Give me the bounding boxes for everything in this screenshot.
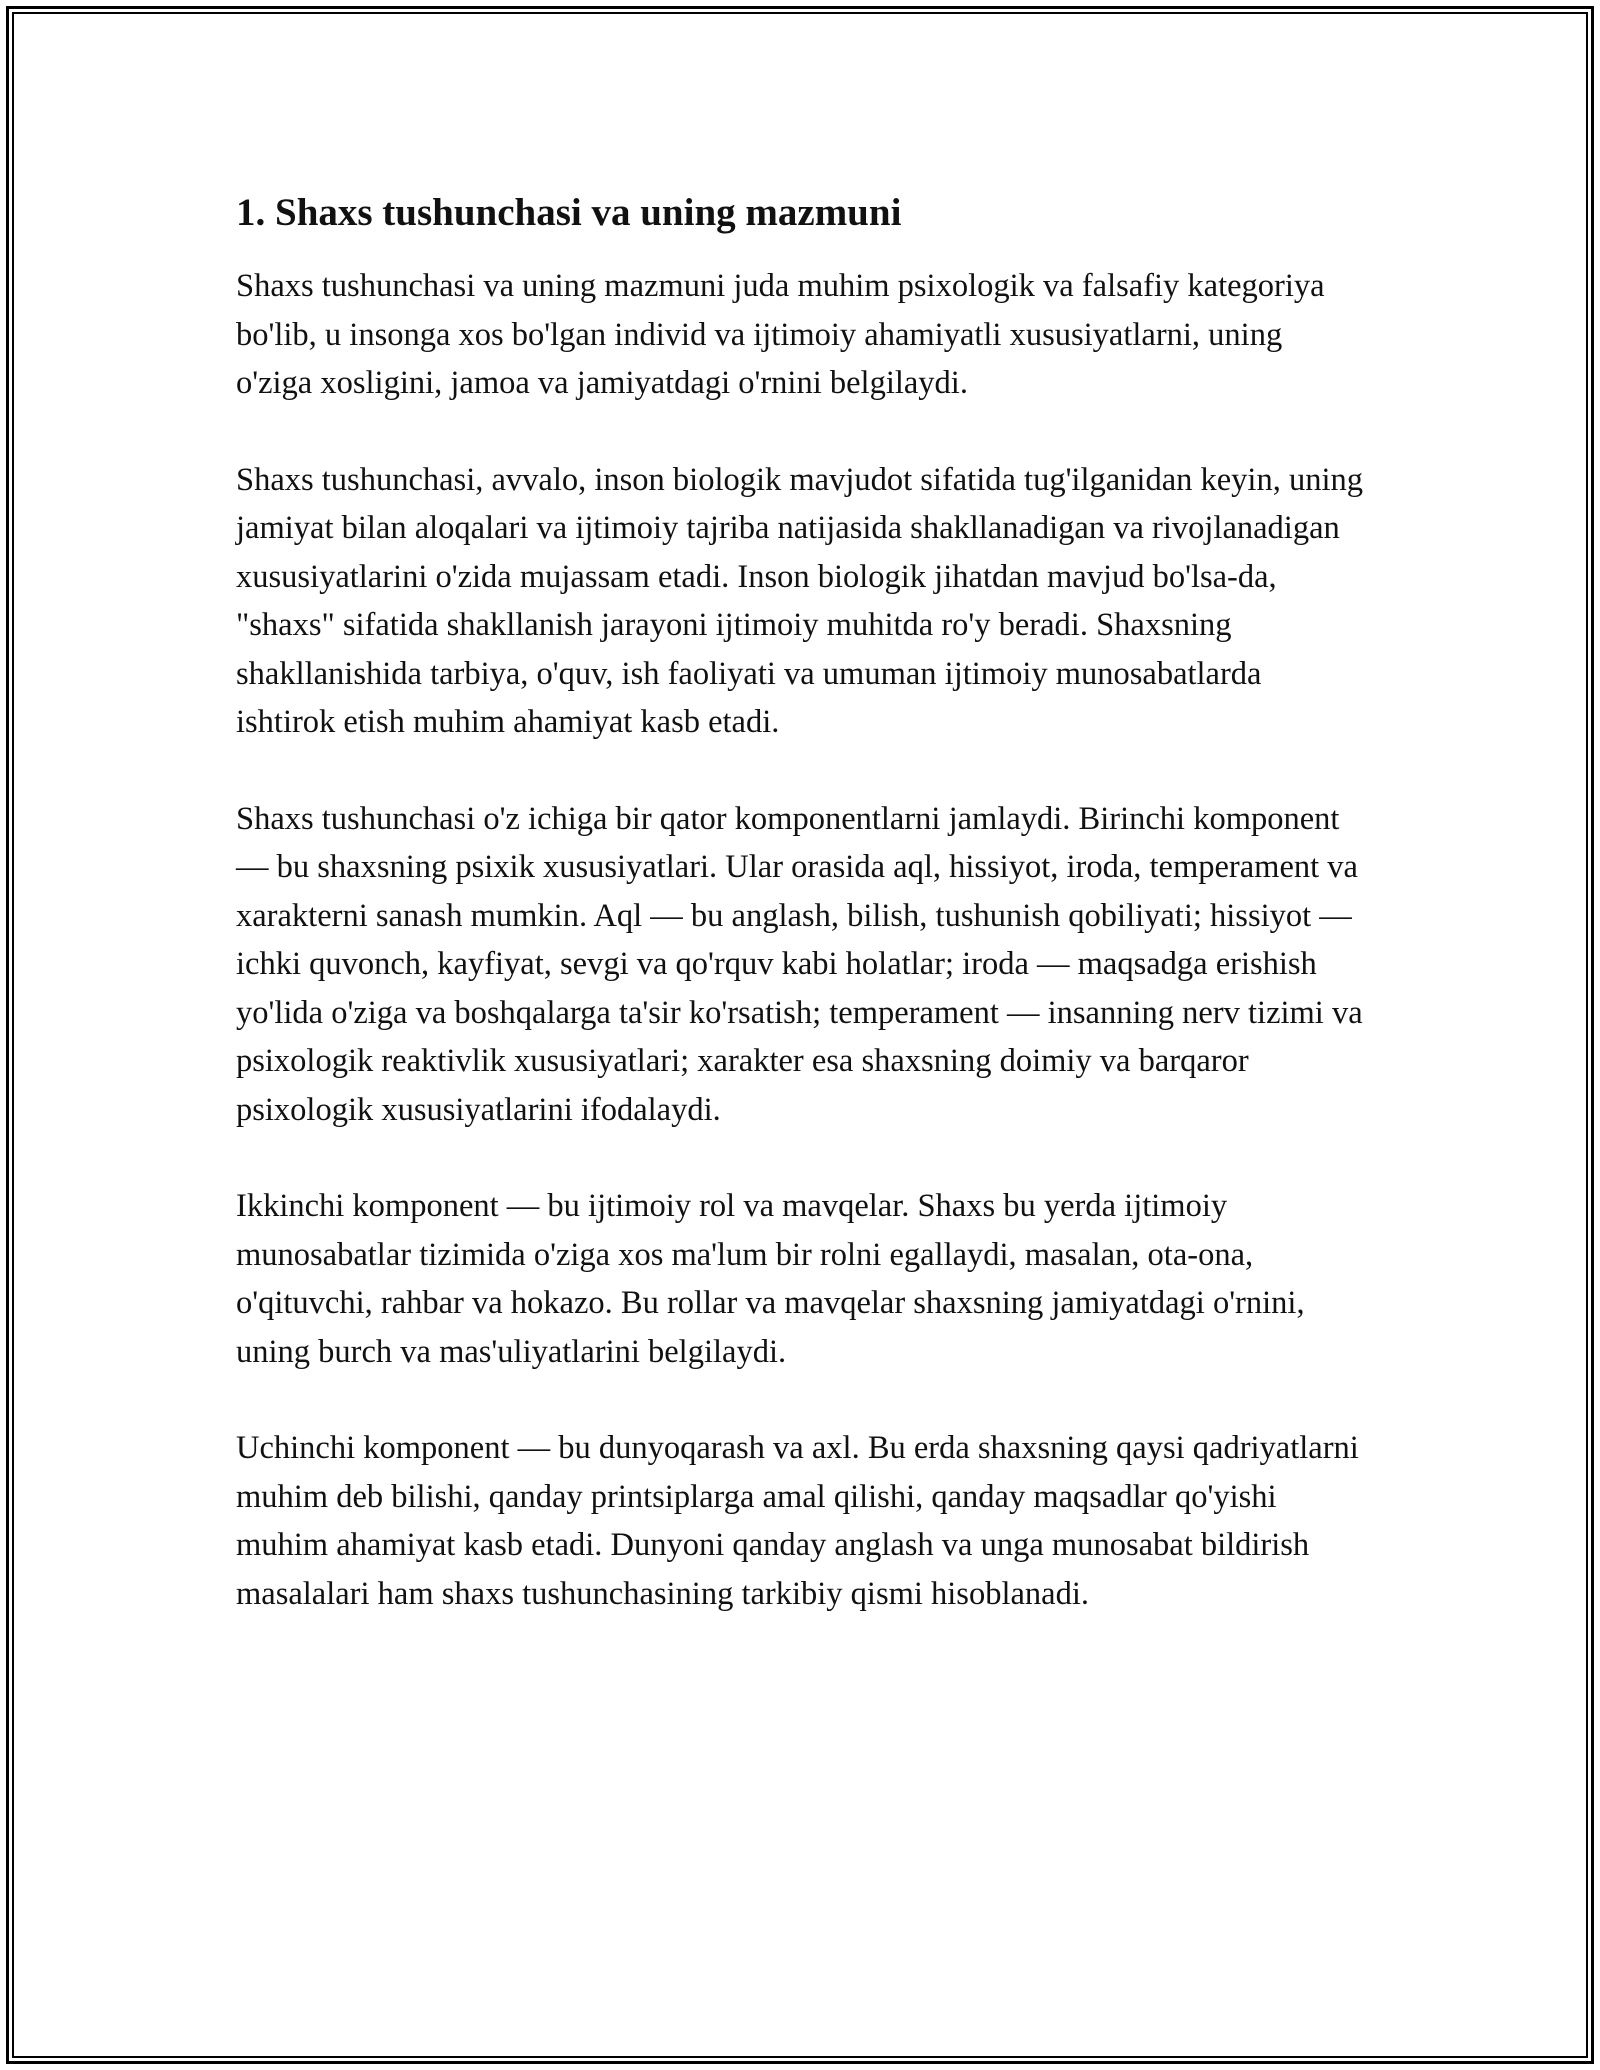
section-heading: 1. Shaxs tushunchasi va uning mazmuni	[236, 191, 902, 234]
paragraph-3: Shaxs tushunchasi o'z ichiga bir qator komponentlarni jamlaydi. Birinchi komponent — bu shaxsning psixik xususiyatlari. Ular orasida aql, hissiyot, iroda, temperament va xarakterni sanash mumkin. Aql — bu anglash, bilish, tushunish qobiliyati; hissiyot — ichki quvonch, kayfiyat, sevgi va qo'rquv kabi holatlar; iroda — maqsadga erishish yo'lida o'ziga va boshqalarga ta'sir ko'rsatish; temperament — insanning nerv tizimi va psixologik reaktivlik xususiyatlari; xarakter esa shaxsning doimiy va barqaror psixologik xususiyatlarini ifodalaydi.	[236, 800, 1363, 1128]
paragraph-5: Uchinchi komponent — bu dunyoqarash va axl. Bu erda shaxsning qaysi qadriyatlarni muhim deb bilishi, qanday printsiplarga amal qilishi, qanday maqsadlar qo'yishi muhim ahamiyat kasb etadi. Dunyoni qanday anglash va unga munosabat bildirish masalalari ham shaxs tushunchasining tarkibiy qismi hisoblanadi.	[236, 1430, 1359, 1612]
paragraph-2: Shaxs tushunchasi, avvalo, inson biologik mavjudot sifatida tug'ilganidan keyin, uning jamiyat bilan aloqalari va ijtimoiy tajriba natijasida shakllanadigan va rivojlanadigan xususiyatlarini o'zida mujassam etadi. Inson biologik jihatdan mavjud bo'lsa-da, "shaxs" sifatida shakllanish jarayoni ijtimoiy muhitda ro'y beradi. Shaxsning shakllanishida tarbiya, o'quv, ish faoliyati va umuman ijtimoiy munosabatlarda ishtirok etish muhim ahamiyat kasb etadi.	[236, 461, 1363, 740]
paragraph-4: Ikkinchi komponent — bu ijtimoiy rol va mavqelar. Shaxs bu yerda ijtimoiy munosabatlar tizimida o'ziga xos ma'lum bir rolni egallaydi, masalan, ota-ona, o'qituvchi, rahbar va hokazo. Bu rollar va mavqelar shaxsning jamiyatdagi o'rnini, uning burch va mas'uliyatlarini belgilaydi.	[236, 1188, 1305, 1370]
paragraph-1: Shaxs tushunchasi va uning mazmuni juda muhim psixologik va falsafiy kategoriya bo'lib, u insonga xos bo'lgan individ va ijtimoiy ahamiyatli xususiyatlarni, uning o'ziga xosligini, jamoa va jamiyatdagi o'rnini belgilaydi.	[236, 268, 1325, 401]
document-body	[236, 186, 1366, 1666]
